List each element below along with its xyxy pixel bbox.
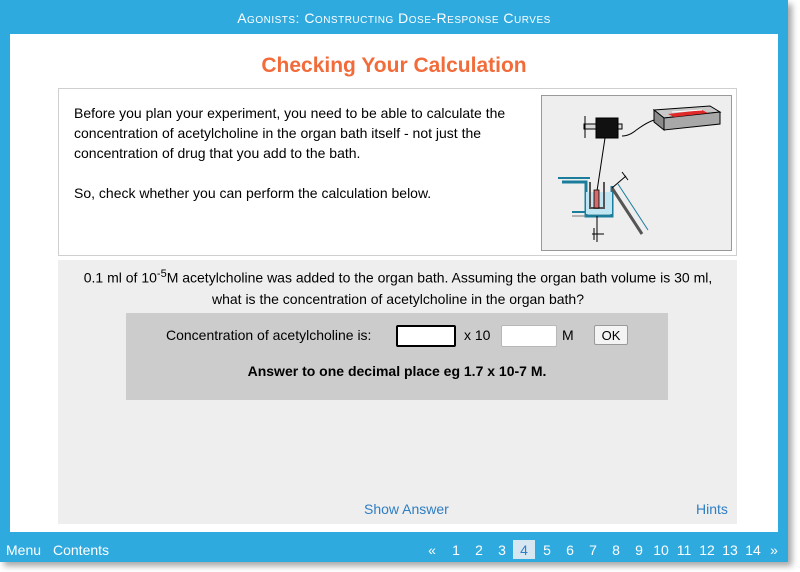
organ-bath-apparatus-illustration — [542, 96, 731, 250]
page-content — [10, 34, 778, 532]
intro-paragraph-2: So, check whether you can perform the calculation below. — [74, 185, 432, 201]
page-title: Checking Your Calculation — [261, 54, 527, 77]
contents-link[interactable]: Contents — [53, 542, 110, 558]
question-panel — [58, 260, 737, 524]
organ-bath-diagram — [541, 95, 732, 251]
page-link-5[interactable]: 5 — [543, 542, 551, 558]
page-link-6[interactable]: 6 — [566, 542, 574, 558]
hints-link[interactable]: Hints — [696, 501, 728, 517]
intro-panel — [58, 88, 737, 256]
page-link-8[interactable]: 8 — [612, 542, 620, 558]
page-link-3[interactable]: 3 — [498, 542, 506, 558]
page-link-11[interactable]: 11 — [676, 542, 692, 558]
show-answer-link[interactable]: Show Answer — [364, 501, 449, 517]
page-link-12[interactable]: 12 — [699, 542, 715, 558]
page-link-1[interactable]: 1 — [452, 542, 460, 558]
mantissa-input[interactable] — [396, 325, 456, 347]
page-link-13[interactable]: 13 — [722, 542, 738, 558]
concentration-label: Concentration of acetylcholine is: — [166, 327, 372, 343]
footer-nav — [0, 532, 788, 562]
page-link-7[interactable]: 7 — [589, 542, 597, 558]
next-page-button[interactable]: » — [770, 542, 778, 558]
intro-paragraph-1: Before you plan your experiment, you need to be able to calculate the concentration of acetylcholine in the organ bath itself - not just the concentration of drug that you add to the bath. — [74, 105, 506, 161]
page-link-9[interactable]: 9 — [635, 542, 643, 558]
question-part-1: 0.1 ml of 10 — [83, 269, 157, 286]
intro-text — [74, 103, 514, 203]
question-exponent: -5 — [156, 268, 167, 280]
page-link-10[interactable]: 10 — [653, 542, 669, 558]
page-link-2[interactable]: 2 — [475, 542, 483, 558]
unit-label: M — [562, 327, 574, 343]
answer-format-hint: Answer to one decimal place eg 1.7 x 10-7 M. — [247, 363, 547, 379]
window-title: Agonists: Constructing Dose-Response Curves — [237, 10, 551, 26]
calculation-box — [126, 313, 668, 400]
prev-page-button[interactable]: « — [428, 542, 436, 558]
menu-link[interactable]: Menu — [6, 542, 42, 558]
ok-button[interactable]: OK — [594, 325, 628, 345]
exponent-input[interactable] — [501, 325, 557, 347]
page-link-14[interactable]: 14 — [745, 542, 761, 558]
question-part-2: M acetylcholine was added to the organ bath. Assuming the organ bath volume is 30 ml, what is the concentration of acetylcholine in the organ bath? — [166, 269, 713, 307]
times-ten-label: x 10 — [464, 327, 491, 343]
page-link-4-current[interactable]: 4 — [513, 540, 535, 559]
question-text — [78, 264, 718, 310]
